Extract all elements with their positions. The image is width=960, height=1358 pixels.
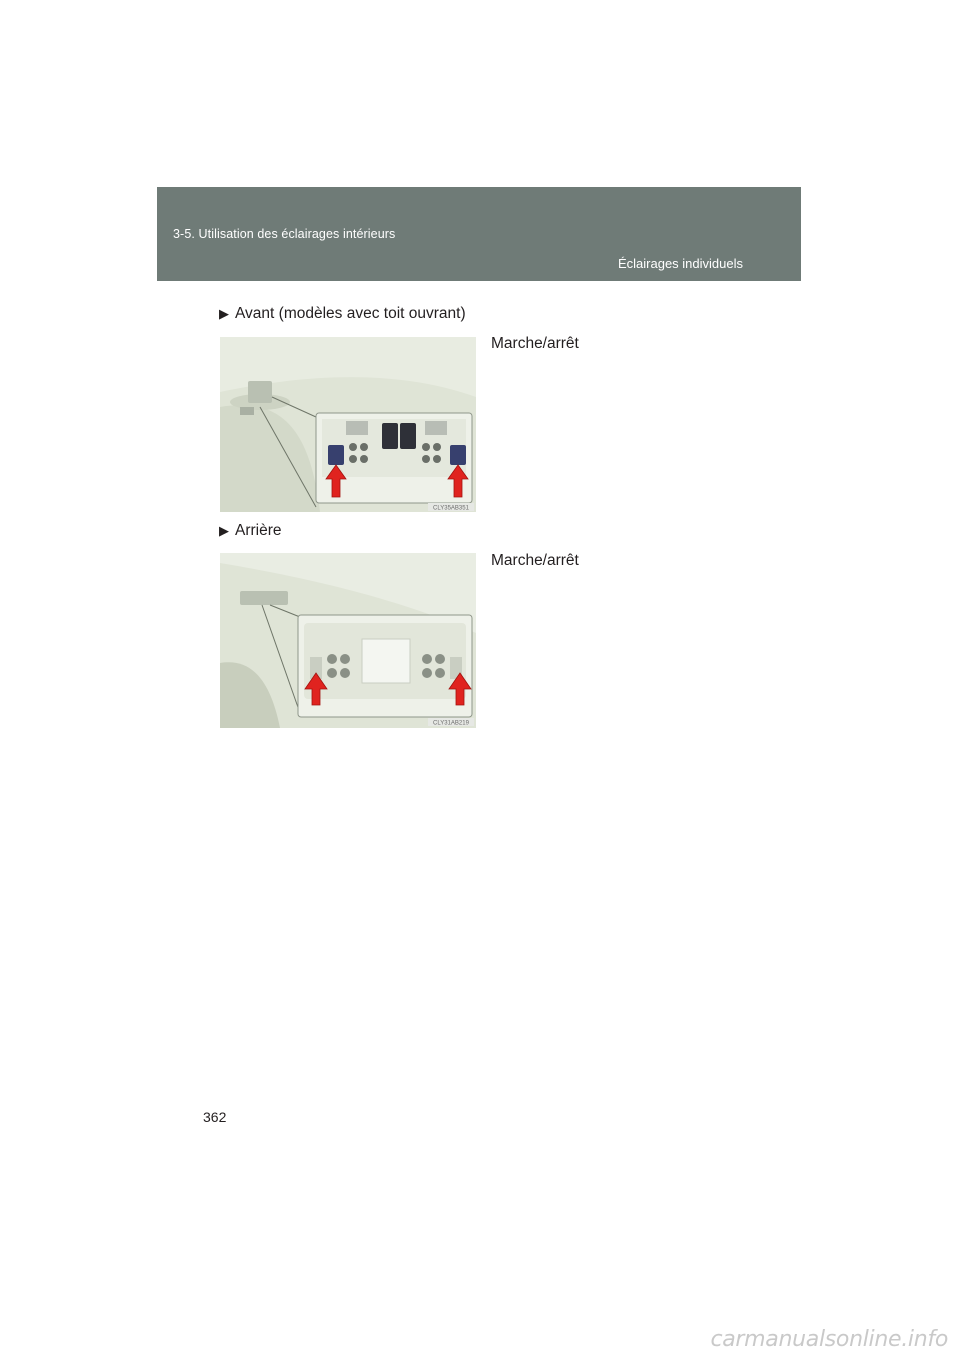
- front-heading: [219, 305, 466, 323]
- bullet-triangle-icon: ▶: [219, 523, 229, 538]
- rear-heading-text: Arrière: [235, 522, 282, 539]
- page-number: 362: [203, 1109, 227, 1125]
- rear-figure-code: CLY31AB219: [433, 720, 469, 727]
- rear-heading: [219, 522, 282, 540]
- rear-lights-svg: [220, 553, 476, 728]
- front-lights-svg: [220, 337, 476, 512]
- front-lights-illustration: [220, 337, 476, 512]
- front-heading-text: Avant (modèles avec toit ouvrant): [235, 305, 466, 322]
- watermark[interactable]: carmanualsonline.info: [710, 1327, 948, 1352]
- rear-onoff-label: Marche/arrêt: [491, 552, 579, 569]
- front-figure-code: CLY35AB351: [433, 505, 469, 512]
- front-onoff-label: Marche/arrêt: [491, 335, 579, 352]
- rear-lights-illustration: [220, 553, 476, 728]
- section-header: [157, 187, 801, 281]
- page-title: Éclairages individuels: [617, 256, 743, 271]
- section-title: 3-5. Utilisation des éclairages intérieurs: [173, 227, 396, 241]
- bullet-triangle-icon: ▶: [219, 306, 229, 321]
